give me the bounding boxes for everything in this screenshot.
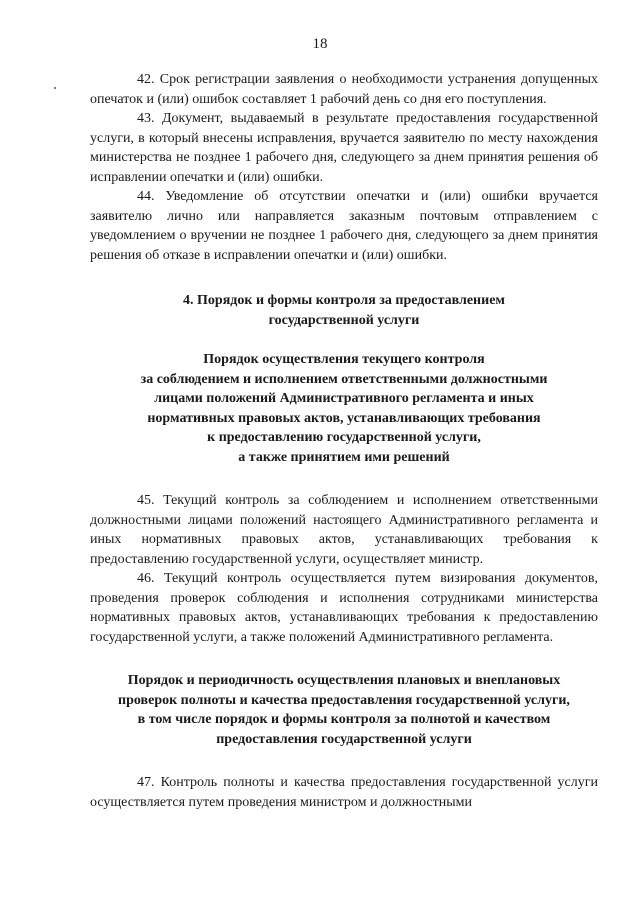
subheading-line: к предоставлению государственной услуги, (207, 430, 481, 445)
subheading-line: проверок полноты и качества предоставления государственной услуги, (118, 692, 570, 708)
subheading-inspections (90, 671, 598, 749)
subheading-line: Порядок осуществления текущего контроля (203, 352, 485, 367)
section-heading-line: государственной услуги (268, 312, 420, 328)
subheading-line: нормативных правовых актов, устанавливающих требования (147, 410, 541, 426)
subheading-line: предоставления государственной услуги (216, 731, 472, 747)
subheading-line: в том числе порядок и формы контроля за полнотой и качеством (137, 712, 551, 727)
paragraph-45: 45. Текущий контроль за соблюдением и исполнением ответственными должностными лицами положений настоящего Административного регламента и иных нормативных правовых актов, устанавливающих требования к предоставлению государственной услуги, осуществляет министр. (90, 493, 598, 567)
page-number: 18 (312, 36, 328, 52)
subheading-line: лицами положений Административного регламента и иных (154, 391, 534, 406)
paragraph-46: 46. Текущий контроль осуществляется путем визирования документов, проведения проверок соблюдения и исполнения сотрудниками министерства нормативных правовых актов, устанавливающих требования к предоставлению государственной услуги, а также положений Административного регламента. (90, 571, 598, 645)
scan-artifact-dot (54, 87, 56, 89)
paragraph-47: 47. Контроль полноты и качества предоставления государственной услуги осуществляется путем проведения министром и должностными (90, 775, 598, 810)
subheading-line: Порядок и периодичность осуществления плановых и внеплановых (127, 673, 561, 688)
paragraph-42: 42. Срок регистрации заявления о необходимости устранения допущенных опечаток и (или) ошибок составляет 1 рабочий день со дня его поступления. (90, 72, 598, 107)
subheading-line: а также принятием ими решений (238, 449, 450, 465)
paragraph-43: 43. Документ, выдаваемый в результате предоставления государственной услуги, в который внесены исправления, вручается заявителю по месту нахождения министерства не позднее 1 рабочего дня, следующего за днем принятия решения об исправлении опечатки и (или) ошибки. (90, 111, 598, 185)
subheading-current-control (90, 350, 598, 467)
paragraph-44: 44. Уведомление об отсутствии опечатки и (или) ошибки вручается заявителю лично или направляется заказным почтовым отправлением с уведомлением о вручении не позднее 1 рабочего дня, следующего за днем принятия решения об отказе в исправлении опечатки и (или) ошибки. (90, 189, 598, 263)
section-heading (90, 291, 598, 330)
section-heading-line: 4. Порядок и формы контроля за предоставлением (183, 293, 505, 308)
document-body (90, 70, 598, 812)
subheading-line: за соблюдением и исполнением ответственными должностными (140, 371, 548, 387)
